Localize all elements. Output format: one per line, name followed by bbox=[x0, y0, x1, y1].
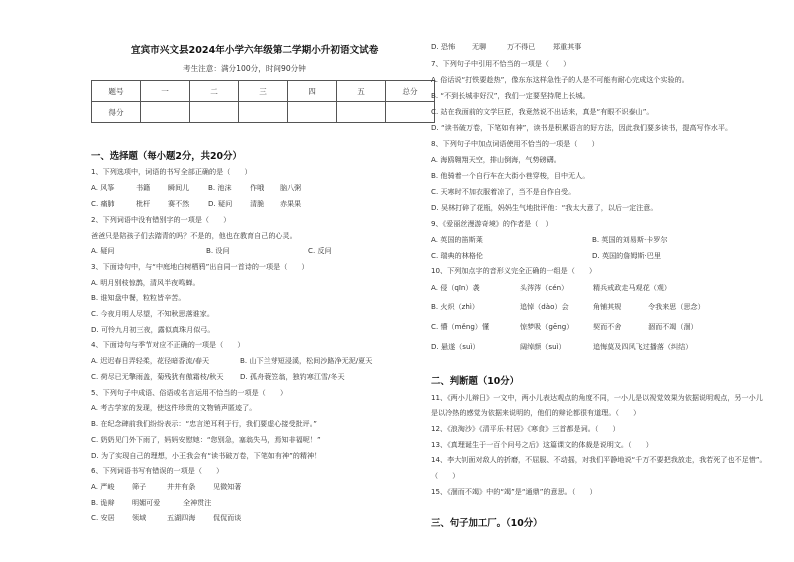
q10-stem: 10、下列加点字的音形义完全正确的一组是（ ） bbox=[431, 266, 597, 275]
q1-a-word: 书籍 bbox=[136, 183, 151, 192]
q3-option-b: B. 谁知盘中餐，粒粒皆辛苦。 bbox=[91, 293, 186, 302]
q1-d-word: D. 疑问 bbox=[208, 199, 233, 208]
q6-stem: 6、下列词语书写有错误的一项是（ ） bbox=[91, 466, 224, 475]
section-choice-heading: 一、选择题（每小题2分，共20分） bbox=[91, 151, 242, 162]
q1-option-b bbox=[208, 183, 301, 192]
score-cell bbox=[239, 102, 288, 123]
q8-option-a: A. 海鸥翱翔天空，排山倒海，气势磅礴。 bbox=[431, 155, 561, 164]
j15-line: 15、《涸而不竭》中的“竭”是“通鼎”的意思。（ ） bbox=[431, 487, 597, 496]
q4-option-a: A. 迟迟春日弄轻柔，花径暗香流/春天 bbox=[91, 356, 210, 365]
q1-c-word: 枇杆 bbox=[136, 199, 151, 208]
section-sentence-heading: 三、句子加工厂。（10分） bbox=[431, 518, 543, 529]
q2-stem: 2、下列词语中没有错别字的一项是（ ） bbox=[91, 215, 231, 224]
q10-c-item: 契而不舍 bbox=[593, 322, 622, 331]
q6-a-word: 井井有条 bbox=[167, 482, 196, 491]
q10-c-item: C. 懵（měng）懂 bbox=[431, 322, 490, 331]
j13-line: 13、《真理诞生于一百个问号之后》这篇课文的体裁是说明文。（ ） bbox=[431, 440, 653, 449]
q10-a-item: 头涔涔（cén） bbox=[520, 283, 569, 292]
q6-a-word: 筛子 bbox=[132, 482, 147, 491]
section-judge-heading: 二、判断题（10分） bbox=[431, 376, 520, 387]
score-header-cell: 四 bbox=[288, 81, 337, 102]
q6-b-word: 全神贯注 bbox=[183, 498, 212, 507]
exam-title: 宜宾市兴文县2024年小学六年级第二学期小升初语文试卷 bbox=[131, 45, 379, 56]
q6-c-word: 领域 bbox=[132, 513, 147, 522]
q6-b-word: 明媚可爱 bbox=[132, 498, 161, 507]
score-cell bbox=[337, 102, 386, 123]
q3-option-a: A. 明月别枝惊鹊，清风半夜鸣蝉。 bbox=[91, 278, 200, 287]
q2-option-a: A. 疑问 bbox=[91, 246, 115, 255]
q4-option-d: D. 孤舟蓑笠翁，独钓寒江雪/冬天 bbox=[240, 372, 345, 381]
q6-a-word: 见微知著 bbox=[213, 482, 242, 491]
q8-option-d: D. 吴林打碎了花瓶，妈妈生气地批评他：“我太大意了，以后一定注意。 bbox=[431, 203, 658, 212]
score-header-cell: 二 bbox=[190, 81, 239, 102]
score-cell bbox=[141, 102, 190, 123]
q1-b-word: 脑八粥 bbox=[280, 183, 302, 192]
q4-option-b: B. 山下兰芽短浸溪，松间沙路净无泥/夏天 bbox=[240, 356, 373, 365]
q4-option-c: C. 荷尽已无擎雨盖，菊残犹有傲霜枝/秋天 bbox=[91, 372, 224, 381]
q10-option-b bbox=[431, 302, 705, 311]
q10-d-item: 阔绰颜（suì） bbox=[520, 342, 566, 351]
q9-option-a: A. 英国的笛斯莱 bbox=[431, 235, 483, 244]
q5-stem: 5、下列句子中成语、俗语或名言运用不恰当的一项是（ ） bbox=[91, 388, 288, 397]
q10-c-item: 惊梦吸（gēng） bbox=[520, 322, 574, 331]
j12-line: 12、《浪淘沙》《清平乐·村居》《寒食》三首都是词。（ ） bbox=[431, 424, 620, 433]
q6-c-word: 五湖四海 bbox=[167, 513, 196, 522]
q9-option-d: D. 英国的詹姆斯·巴里 bbox=[592, 251, 661, 260]
q1-c-word: 赛不然 bbox=[168, 199, 190, 208]
q1-a-word: 瞬间儿 bbox=[168, 183, 190, 192]
q7-option-b: B. “不到长城非好汉”，我们一定要坚持爬上长城。 bbox=[431, 91, 590, 100]
q5-option-d: D. 为了实现自己的理想，小王我会有“读书破万卷，下笔如有神”的精神！ bbox=[91, 451, 322, 460]
q5-option-a: A. 考古学家的发现，使这件珍贵的文物销声匿迹了。 bbox=[91, 403, 257, 412]
q10-b-item: 追悼（dào）会 bbox=[520, 302, 569, 311]
q7-option-a: A. 俗话说“打铁要趁热”，像东东这样急性子的人是不可能有耐心完成这个实验的。 bbox=[431, 75, 689, 84]
score-header-cell: 一 bbox=[141, 81, 190, 102]
q6-c-word: 侃侃而谈 bbox=[213, 513, 242, 522]
q1-option-a bbox=[91, 183, 189, 192]
q10-d-item: D. 悬遂（suì） bbox=[431, 342, 480, 351]
q6-d-word: 万不得已 bbox=[507, 42, 536, 51]
q7-option-c: C. 站在我面前的文学巨匠，我竟然说不出话来，真是“有眼不识泰山”。 bbox=[431, 107, 654, 116]
q2-intro: 爸爸只是陪孩子们去踏青的吗？不是的，他也在教育自己的心灵。 bbox=[91, 231, 297, 240]
q3-stem: 3、下面诗句中，与“中庭地白树栖鸦”出自同一首诗的一项是（ ） bbox=[91, 262, 309, 271]
q1-b-word: 作哦 bbox=[250, 183, 265, 192]
q7-option-d: D. “读书破万卷，下笔如有神”，读书是积累语言的好方法，因此我们要多读书，提高写作水平。 bbox=[431, 123, 733, 132]
q7-stem: 7、下列句子中引用不恰当的一项是（ ） bbox=[431, 59, 571, 68]
q1-a-word: A. 风筝 bbox=[91, 183, 115, 192]
score-header-cell: 五 bbox=[337, 81, 386, 102]
q5-option-c: C. 奶奶见门外下雨了，妈妈安慰她：“您别急，塞翁失马，焉知非福呢！” bbox=[91, 435, 321, 444]
score-cell bbox=[386, 102, 435, 123]
q10-a-item: A. 侵（qīn）袭 bbox=[431, 283, 480, 292]
q10-option-c bbox=[431, 322, 698, 331]
q1-option-c bbox=[91, 199, 189, 208]
score-table-header-row bbox=[92, 81, 435, 102]
score-row-label: 得分 bbox=[92, 102, 141, 123]
q6-d-word: 无聊 bbox=[472, 42, 487, 51]
score-header-cell: 三 bbox=[239, 81, 288, 102]
q6-option-c bbox=[91, 513, 241, 522]
score-table-score-row bbox=[92, 102, 435, 123]
q6-d-word: D. 恐怖 bbox=[431, 42, 456, 51]
j14-line: 14、李大钊面对敌人的折磨，不屈服、不动摇，对我们平静地说“千万不要把我放走，我若死了也不足惜”。 bbox=[431, 455, 767, 464]
score-cell bbox=[288, 102, 337, 123]
q1-b-word: B. 池沫 bbox=[208, 183, 232, 192]
q8-stem: 8、下列句子中加点词语使用不恰当的一项是（ ） bbox=[431, 139, 599, 148]
q8-option-c: C. 天寒时不加衣服着凉了，当不是自作自受。 bbox=[431, 187, 576, 196]
q6-c-word: C. 安居 bbox=[91, 513, 115, 522]
q10-option-a bbox=[431, 283, 671, 292]
q10-d-item: 追悔莫及四风飞过播落（纠结） bbox=[593, 342, 693, 351]
q6-option-d bbox=[431, 42, 581, 51]
q10-b-item: 令我来思（思念） bbox=[648, 302, 705, 311]
q1-stem: 1、下列选项中，词语的书写全部正确的是（ ） bbox=[91, 167, 252, 176]
j11-line: 是以冷热的感觉为依据来说明的，他们的辩论都很有道理。（ ） bbox=[431, 408, 641, 417]
q6-option-a bbox=[91, 482, 241, 491]
q9-option-b: B. 英国的刘易斯·卡罗尔 bbox=[592, 235, 668, 244]
score-header-cell: 题号 bbox=[92, 81, 141, 102]
exam-notice: 考生注意：满分100分，时间90分钟 bbox=[183, 64, 306, 73]
score-header-cell: 总分 bbox=[386, 81, 435, 102]
q9-stem: 9、《爱丽丝漫游奇境》的作者是（ ） bbox=[431, 219, 553, 228]
score-table bbox=[91, 80, 435, 123]
q6-b-word: B. 诡辩 bbox=[91, 498, 115, 507]
j11-line: 11、《两小儿辩日》一文中，两小儿表达观点的角度不同，一小儿是以视觉效果为依据说明观点，另一小儿 bbox=[431, 393, 763, 402]
q9-option-c: C. 瑞典的林格伦 bbox=[431, 251, 484, 260]
q2-option-c: C. 反问 bbox=[308, 246, 332, 255]
q10-b-item: B. 火炽（zhì） bbox=[431, 302, 479, 311]
q5-option-b: B. 在纪念碑前我们纷纷表示：“忠言逆耳利于行，我们要虚心接受批评。” bbox=[91, 419, 317, 428]
q1-option-d bbox=[208, 199, 301, 208]
q4-stem: 4、下面诗句与季节对应不正确的一项是（ ） bbox=[91, 340, 245, 349]
q10-option-d bbox=[431, 342, 692, 351]
q1-d-word: 清脆 bbox=[250, 199, 265, 208]
j14-line: （ ） bbox=[431, 471, 460, 480]
q6-d-word: 郑重其事 bbox=[553, 42, 582, 51]
q3-option-c: C. 今夜月明人尽望，不知秋思落谁家。 bbox=[91, 309, 214, 318]
q1-d-word: 赤果果 bbox=[280, 199, 302, 208]
q6-a-word: A. 严峻 bbox=[91, 482, 115, 491]
q2-option-b: B. 设问 bbox=[206, 246, 230, 255]
q10-b-item: 角铺其规 bbox=[593, 302, 622, 311]
q8-option-b: B. 他骑着一个自行车在大街小巷穿梭，目中无人。 bbox=[431, 171, 590, 180]
q3-option-d: D. 可怜九月初三夜，露似真珠月似弓。 bbox=[91, 325, 215, 334]
score-cell bbox=[190, 102, 239, 123]
q10-a-item: 精兵戒政走马观花（观） bbox=[593, 283, 672, 292]
q10-c-item: 涸而不竭（涸） bbox=[648, 322, 698, 331]
q1-c-word: C. 痛肺 bbox=[91, 199, 115, 208]
q6-option-b bbox=[91, 498, 211, 507]
